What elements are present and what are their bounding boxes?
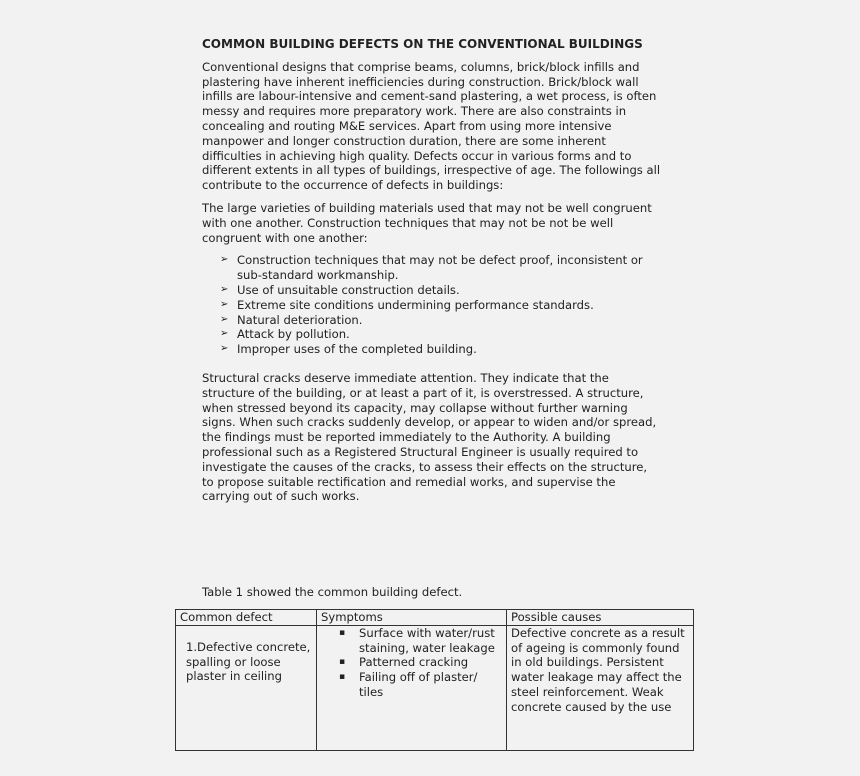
defect-cell: 1.Defective concrete, spalling or loose plaster in ceiling bbox=[176, 625, 317, 750]
list-item: ➢ Natural deterioration. bbox=[220, 312, 363, 327]
arrow-bullet-icon: ➢ bbox=[220, 328, 229, 340]
structural-cracks-paragraph: Structural cracks deserve immediate attention. They indicate that the structure of the building, or at least a part of it, is overstressed. A structure, when stressed beyond its capacity, may collapse without further warning signs. When such cracks suddenly develop, or appear to widen and/or spread, the findings must be reported immediately to the Authority. A building professional such as a Registered Structural Engineer is usually required to investigate the causes of the cracks, to assess their effects on the structure, to propose suitable rectification and remedial works, and supervise the carrying out of such works. bbox=[202, 370, 657, 504]
square-bullet-icon: ▪ bbox=[339, 627, 346, 638]
square-bullet-icon: ▪ bbox=[339, 657, 346, 668]
symptoms-cell bbox=[317, 625, 507, 750]
contributing-factors-list bbox=[202, 253, 662, 357]
list-item: ➢ Improper uses of the completed building. bbox=[220, 342, 477, 357]
document-body bbox=[202, 37, 662, 504]
list-item: ➢ Attack by pollution. bbox=[220, 327, 350, 342]
column-header: Common defect bbox=[176, 610, 317, 626]
list-item: ➢ Construction techniques that may not be defect proof, inconsistent or sub-standard workmanship. bbox=[220, 253, 643, 283]
arrow-bullet-icon: ➢ bbox=[220, 298, 229, 310]
list-item: ➢ Extreme site conditions undermining performance standards. bbox=[220, 297, 594, 312]
intro-paragraph: Conventional designs that comprise beams, columns, brick/block infills and plastering have inherent inefficiencies during construction. Brick/block wall infills are labour-intensive and cement-sand plastering, a wet process, is often messy and requires more preparatory work. There are also constraints in concealing and routing M&E services. Apart from using more intensive manpower and longer construction duration, there are some inherent difficulties in achieving high quality. Defects occur in various forms and to different extents in all types of buildings, irrespective of age. The followings all contribute to the occurrence of defects in buildings: bbox=[202, 59, 661, 193]
list-item: ➢ Use of unsuitable construction details. bbox=[220, 282, 460, 297]
table-header-row bbox=[176, 610, 694, 626]
list-item: ▪ Surface with water/rust staining, water leakage bbox=[339, 625, 495, 655]
square-bullet-icon: ▪ bbox=[339, 672, 346, 683]
list-item: ▪ Patterned cracking bbox=[339, 655, 469, 670]
list-item: ▪ Failing off of plaster/ tiles bbox=[339, 670, 478, 699]
arrow-bullet-icon: ➢ bbox=[220, 313, 229, 325]
arrow-bullet-icon: ➢ bbox=[220, 343, 229, 355]
document-title: COMMON BUILDING DEFECTS ON THE CONVENTIONAL BUILDINGS bbox=[202, 37, 643, 51]
defects-table bbox=[175, 609, 694, 751]
causes-cell: Defective concrete as a result of ageing is commonly found in old buildings. Persistent water leakage may affect the steel reinforcement. Weak concrete caused by the use bbox=[507, 625, 694, 750]
table-caption: Table 1 showed the common building defect. bbox=[202, 585, 463, 599]
arrow-bullet-icon: ➢ bbox=[220, 254, 229, 266]
symptoms-list bbox=[321, 626, 502, 700]
column-header: Symptoms bbox=[317, 610, 507, 626]
table-row bbox=[176, 625, 694, 750]
materials-paragraph: The large varieties of building materials used that may not be well congruent with one another. Construction techniques that may not be not be well congruent with one another: bbox=[202, 200, 652, 245]
column-header: Possible causes bbox=[507, 610, 694, 626]
arrow-bullet-icon: ➢ bbox=[220, 283, 229, 295]
